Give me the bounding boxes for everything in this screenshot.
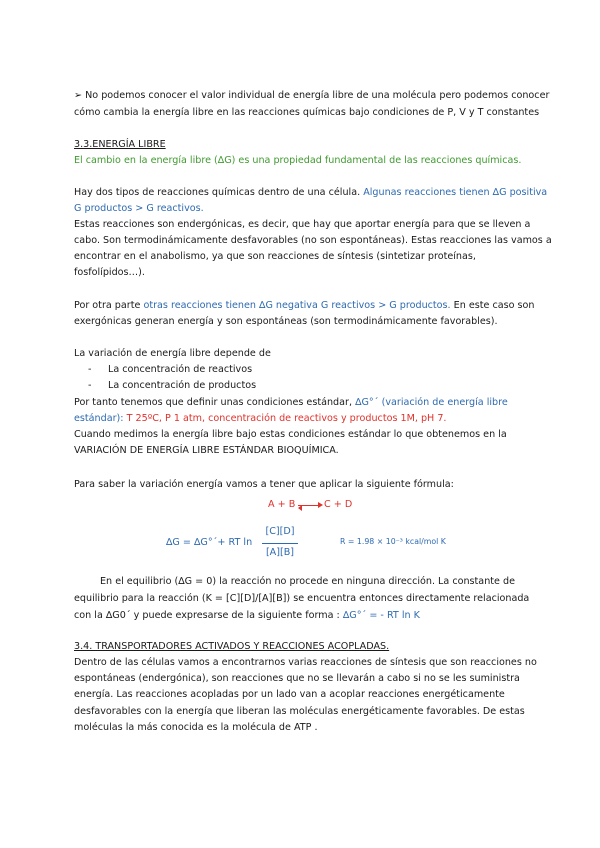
reaction-arrow-icon: [318, 502, 323, 508]
p2-line-2: exergónicas generan energía y son espontáneas (son termodinámicamente favorables).: [74, 316, 498, 327]
intro-text-1: No podemos conocer el valor individual de energía libre de una molécula pero podemos conocer: [85, 90, 550, 101]
p3-line-2: [74, 397, 508, 409]
p1-line-1-plain: Hay dos tipos de reacciones químicas dentro de una célula.: [74, 187, 361, 198]
p1-line-6: fosfolípidos…).: [74, 267, 145, 278]
equation-denominator: [A][B]: [265, 547, 295, 558]
list-item: La concentración de productos: [108, 380, 257, 391]
equation-numerator: [C][D]: [265, 526, 295, 537]
equilibrium-line-3-blue: ∆G°´ = - RT ln K: [342, 610, 420, 621]
p3-line-3-blue: estándar):: [74, 413, 124, 424]
section-3-4-heading: 3.4. TRANSPORTADORES ACTIVADOS Y REACCIONES ACOPLADAS.: [74, 641, 390, 652]
p1-line-3: Estas reacciones son endergónicas, es decir, que hay que aportar energía para que se lleven a: [74, 219, 531, 230]
intro-text-2: cómo cambia la energía libre en las reacciones químicas bajo condiciones de P, V y T constantes: [74, 107, 540, 118]
section-3-4-line-1: Dentro de las células vamos a encontrarnos varias reacciones de síntesis que son reacciones no: [74, 657, 537, 668]
p2-line-1: [74, 300, 535, 312]
list-dash-icon: -: [88, 380, 92, 391]
p1-line-1-blue: Algunas reacciones tienen ∆G positiva: [363, 187, 548, 198]
fraction-bar: [262, 543, 298, 544]
section-3-3-heading: 3.3.ENERGÍA LIBRE: [74, 139, 166, 150]
p3-line-1: La variación de energía libre depende de: [74, 348, 271, 359]
p3-line-5: VARIACIÓN DE ENERGÍA LIBRE ESTÁNDAR BIOQUÍMICA.: [74, 445, 339, 456]
p2-line-1-plain: Por otra parte: [74, 300, 141, 311]
p3-line-4: Cuando medimos la energía libre bajo estas condiciones estándar lo que obtenemos en la: [74, 429, 507, 440]
section-3-4-line-3: energía. Las reacciones acopladas por un lado van a acoplar reacciones energéticamente: [74, 689, 505, 700]
p2-line-1-tail: En este caso son: [453, 300, 535, 311]
list-dash-icon: -: [88, 364, 92, 375]
reaction-right: C + D: [324, 499, 353, 510]
formula-intro: Para saber la variación energía vamos a tener que aplicar la siguiente fórmula:: [74, 479, 454, 490]
reaction-arrow-back-icon: [298, 505, 302, 511]
p3-line-2-blue: ∆G°´ (variación de energía libre: [355, 397, 508, 408]
equilibrium-line-3: [74, 610, 420, 622]
reaction-left: A + B: [268, 499, 296, 510]
p1-line-5: encontrar en el anabolismo, ya que son reacciones de síntesis (sintetizar proteínas,: [74, 251, 476, 262]
equation-lhs: ∆G = ∆G°´+ RT ln: [166, 537, 253, 548]
equilibrium-line-2: equilibrio para la reacción (K = [C][D]/[A][B]) se encuentra entonces directamente relacionada: [74, 593, 530, 604]
section-3-3-highlight: El cambio en la energía libre (∆G) es una propiedad fundamental de las reacciones químicas.: [74, 155, 522, 166]
arrow-bullet-icon: ➢: [74, 90, 83, 101]
section-3-4-line-2: espontáneas (endergónica), son reacciones que no se llevarán a cabo si no se les suministra: [74, 673, 520, 684]
intro-line-1: [74, 90, 549, 102]
section-3-4-line-5: moléculas la más conocida es la molécula de ATP .: [74, 722, 318, 733]
p1-line-2: G productos > G reactivos.: [74, 203, 204, 214]
p3-line-2-plain: Por tanto tenemos que definir unas condiciones estándar,: [74, 397, 353, 408]
p1-line-4: cabo. Son termodinámicamente desfavorables (no son espontáneas). Estas reacciones las vamos a: [74, 235, 552, 246]
p2-line-1-blue: otras reacciones tienen ∆G negativa G reactivos > G productos.: [143, 300, 451, 311]
equation-constant: R = 1.98 × 10⁻³ kcal/mol K: [340, 537, 446, 546]
p1-line-1: [74, 187, 547, 199]
section-3-4-line-4: desfavorables con la energía que liberan las moléculas energéticamente favorables. De estas: [74, 706, 525, 717]
p3-line-3: [74, 413, 446, 425]
equilibrium-line-3-plain: con la ∆G0´ y puede expresarse de la siguiente forma :: [74, 610, 340, 621]
p3-line-3-red: T 25ºC, P 1 atm, concentración de reactivos y productos 1M, pH 7.: [126, 413, 447, 424]
list-item: La concentración de reactivos: [108, 364, 253, 375]
equilibrium-line-1: En el equilibrio (∆G = 0) la reacción no procede en ninguna dirección. La constante de: [100, 576, 515, 587]
